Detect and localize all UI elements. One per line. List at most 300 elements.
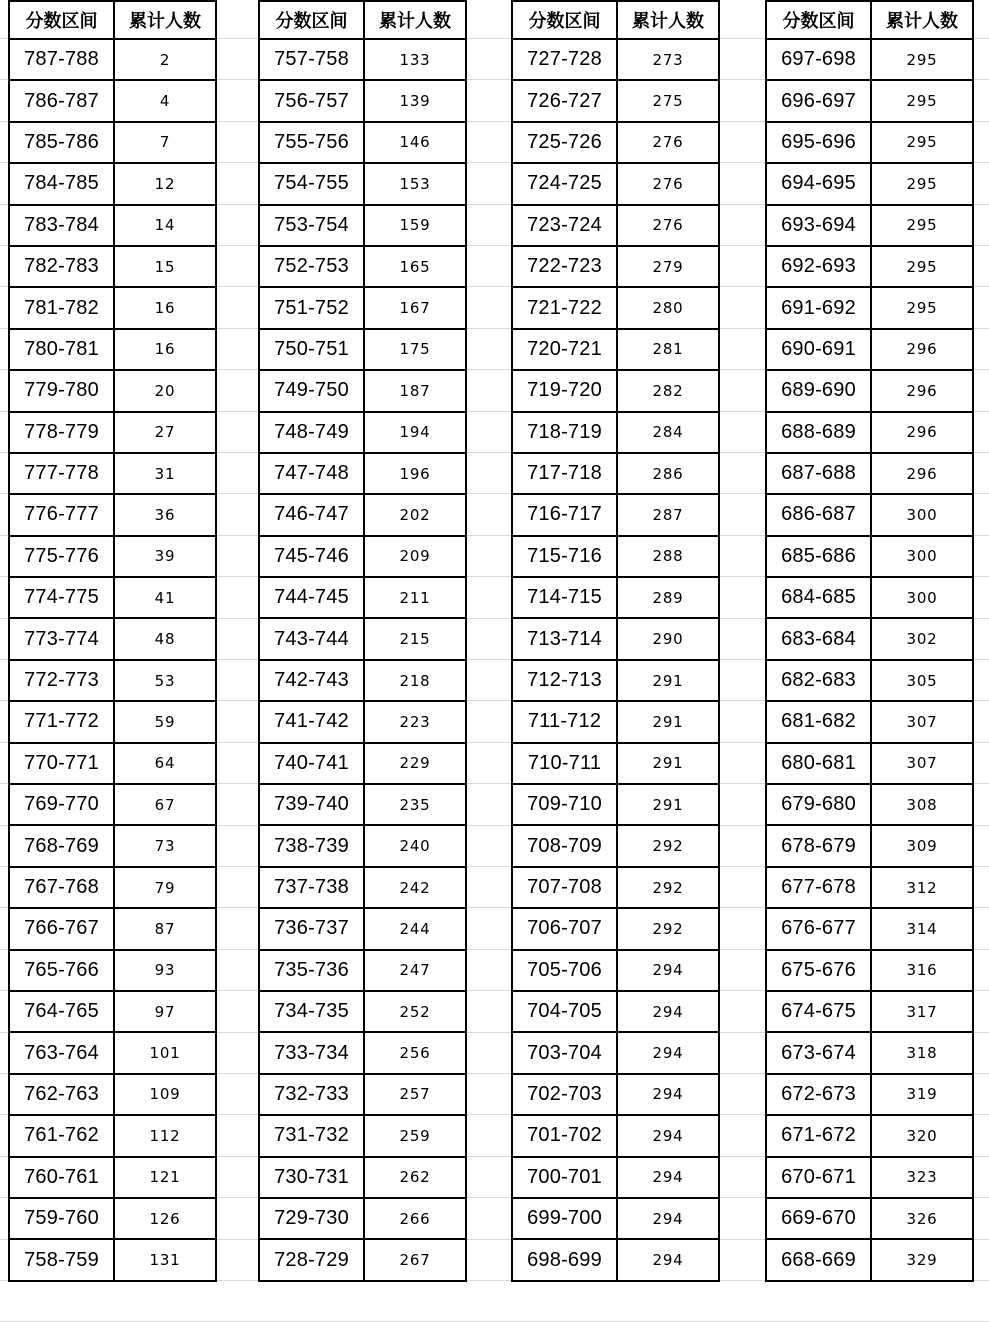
cumulative-count-cell: 284 — [617, 412, 719, 453]
table-row — [9, 660, 216, 701]
table-row — [512, 867, 719, 908]
score-range-cell: 776-777 — [9, 494, 114, 535]
table-row — [512, 991, 719, 1032]
table-row — [9, 494, 216, 535]
cumulative-count-cell: 312 — [871, 867, 973, 908]
table-row — [259, 991, 466, 1032]
score-range-cell: 702-703 — [512, 1074, 617, 1115]
cumulative-count-cell: 12 — [114, 163, 216, 204]
cumulative-count-cell: 294 — [617, 991, 719, 1032]
cumulative-count-cell: 281 — [617, 329, 719, 370]
score-range-cell: 713-714 — [512, 618, 617, 659]
score-range-cell: 733-734 — [259, 1032, 364, 1073]
table-row — [259, 39, 466, 80]
cumulative-count-cell: 133 — [364, 39, 466, 80]
score-range-cell: 735-736 — [259, 950, 364, 991]
cumulative-count-cell: 275 — [617, 80, 719, 121]
cumulative-count-cell: 294 — [617, 950, 719, 991]
cumulative-count-cell: 296 — [871, 453, 973, 494]
score-range-cell: 741-742 — [259, 701, 364, 742]
table-row — [512, 494, 719, 535]
score-range-cell: 711-712 — [512, 701, 617, 742]
table-row — [766, 1157, 973, 1198]
table-row — [766, 660, 973, 701]
cumulative-count-cell: 282 — [617, 370, 719, 411]
table-row — [766, 784, 973, 825]
cumulative-count-cell: 288 — [617, 536, 719, 577]
score-table — [258, 0, 467, 1282]
table-row — [9, 867, 216, 908]
table-row — [766, 1074, 973, 1115]
cumulative-count-cell: 326 — [871, 1198, 973, 1239]
score-range-cell: 771-772 — [9, 701, 114, 742]
cumulative-count-cell: 256 — [364, 1032, 466, 1073]
score-range-cell: 679-680 — [766, 784, 871, 825]
score-range-cell: 700-701 — [512, 1157, 617, 1198]
score-range-cell: 763-764 — [9, 1032, 114, 1073]
table-row — [259, 494, 466, 535]
score-range-cell: 677-678 — [766, 867, 871, 908]
table-row — [259, 246, 466, 287]
score-range-cell: 744-745 — [259, 577, 364, 618]
score-range-cell: 721-722 — [512, 287, 617, 328]
table-row — [259, 743, 466, 784]
score-range-cell: 749-750 — [259, 370, 364, 411]
cumulative-count-cell: 39 — [114, 536, 216, 577]
header-row — [512, 1, 719, 39]
cumulative-count-cell: 296 — [871, 370, 973, 411]
score-range-cell: 683-684 — [766, 618, 871, 659]
cumulative-count-cell: 235 — [364, 784, 466, 825]
cumulative-count-cell: 97 — [114, 991, 216, 1032]
table-row — [512, 660, 719, 701]
table-row — [259, 660, 466, 701]
score-range-cell: 687-688 — [766, 453, 871, 494]
table-row — [259, 577, 466, 618]
cumulative-count-cell: 300 — [871, 494, 973, 535]
score-range-cell: 707-708 — [512, 867, 617, 908]
cumulative-count-cell: 291 — [617, 701, 719, 742]
cumulative-count-cell: 317 — [871, 991, 973, 1032]
cumulative-count-cell: 279 — [617, 246, 719, 287]
score-range-cell: 676-677 — [766, 908, 871, 949]
score-range-cell: 690-691 — [766, 329, 871, 370]
cumulative-count-cell: 2 — [114, 39, 216, 80]
table-row — [259, 163, 466, 204]
score-range-cell: 699-700 — [512, 1198, 617, 1239]
score-block-3 — [511, 0, 718, 1278]
score-range-cell: 781-782 — [9, 287, 114, 328]
table-row — [9, 80, 216, 121]
score-range-cell: 680-681 — [766, 743, 871, 784]
cumulative-count-cell: 318 — [871, 1032, 973, 1073]
cumulative-count-cell: 93 — [114, 950, 216, 991]
score-range-cell: 670-671 — [766, 1157, 871, 1198]
score-range-cell: 732-733 — [259, 1074, 364, 1115]
table-row — [766, 950, 973, 991]
table-row — [259, 287, 466, 328]
cumulative-count-cell: 7 — [114, 122, 216, 163]
score-range-cell: 754-755 — [259, 163, 364, 204]
table-row — [9, 122, 216, 163]
score-range-cell: 774-775 — [9, 577, 114, 618]
cumulative-count-cell: 294 — [617, 1032, 719, 1073]
table-row — [259, 370, 466, 411]
score-range-cell: 748-749 — [259, 412, 364, 453]
cumulative-count-cell: 202 — [364, 494, 466, 535]
cumulative-count-cell: 252 — [364, 991, 466, 1032]
score-range-cell: 686-687 — [766, 494, 871, 535]
cumulative-count-cell: 165 — [364, 246, 466, 287]
score-range-cell: 731-732 — [259, 1115, 364, 1156]
cumulative-count-cell: 307 — [871, 743, 973, 784]
cumulative-count-cell: 240 — [364, 825, 466, 866]
score-range-cell: 678-679 — [766, 825, 871, 866]
table-row — [9, 743, 216, 784]
score-range-cell: 698-699 — [512, 1239, 617, 1280]
score-range-cell: 729-730 — [259, 1198, 364, 1239]
cumulative-count-cell: 4 — [114, 80, 216, 121]
table-row — [766, 122, 973, 163]
cumulative-count-cell: 286 — [617, 453, 719, 494]
table-row — [512, 1198, 719, 1239]
cumulative-count-cell: 295 — [871, 39, 973, 80]
score-range-cell: 720-721 — [512, 329, 617, 370]
cumulative-count-cell: 146 — [364, 122, 466, 163]
cumulative-count-cell: 266 — [364, 1198, 466, 1239]
table-row — [512, 287, 719, 328]
header-range: 分数区间 — [766, 1, 871, 39]
cumulative-count-cell: 59 — [114, 701, 216, 742]
score-range-cell: 762-763 — [9, 1074, 114, 1115]
table-row — [259, 122, 466, 163]
score-range-cell: 745-746 — [259, 536, 364, 577]
score-range-cell: 723-724 — [512, 205, 617, 246]
score-range-cell: 668-669 — [766, 1239, 871, 1280]
score-range-cell: 694-695 — [766, 163, 871, 204]
cumulative-count-cell: 229 — [364, 743, 466, 784]
table-row — [259, 701, 466, 742]
table-row — [766, 991, 973, 1032]
score-range-cell: 669-670 — [766, 1198, 871, 1239]
cumulative-count-cell: 187 — [364, 370, 466, 411]
header-count: 累计人数 — [364, 1, 466, 39]
table-row — [9, 1198, 216, 1239]
header-range: 分数区间 — [9, 1, 114, 39]
score-range-cell: 691-692 — [766, 287, 871, 328]
score-range-cell: 777-778 — [9, 453, 114, 494]
score-block-1 — [8, 0, 215, 1278]
table-row — [9, 618, 216, 659]
table-row — [259, 867, 466, 908]
score-range-cell: 685-686 — [766, 536, 871, 577]
table-row — [9, 1239, 216, 1280]
table-row — [766, 39, 973, 80]
cumulative-count-cell: 308 — [871, 784, 973, 825]
score-range-cell: 755-756 — [259, 122, 364, 163]
header-count: 累计人数 — [114, 1, 216, 39]
score-range-cell: 696-697 — [766, 80, 871, 121]
score-range-cell: 706-707 — [512, 908, 617, 949]
table-row — [512, 1239, 719, 1280]
cumulative-count-cell: 294 — [617, 1239, 719, 1280]
score-range-cell: 724-725 — [512, 163, 617, 204]
score-range-cell: 730-731 — [259, 1157, 364, 1198]
score-range-cell: 779-780 — [9, 370, 114, 411]
score-range-cell: 746-747 — [259, 494, 364, 535]
table-row — [9, 329, 216, 370]
score-range-cell: 784-785 — [9, 163, 114, 204]
cumulative-count-cell: 223 — [364, 701, 466, 742]
score-range-cell: 747-748 — [259, 453, 364, 494]
table-row — [259, 1157, 466, 1198]
table-row — [512, 908, 719, 949]
score-range-cell: 757-758 — [259, 39, 364, 80]
score-range-cell: 689-690 — [766, 370, 871, 411]
table-row — [9, 287, 216, 328]
cumulative-count-cell: 292 — [617, 908, 719, 949]
score-range-cell: 772-773 — [9, 660, 114, 701]
table-row — [9, 1032, 216, 1073]
cumulative-count-cell: 131 — [114, 1239, 216, 1280]
cumulative-count-cell: 295 — [871, 122, 973, 163]
header-row — [259, 1, 466, 39]
table-row — [9, 39, 216, 80]
cumulative-count-cell: 16 — [114, 287, 216, 328]
score-range-cell: 768-769 — [9, 825, 114, 866]
score-range-cell: 765-766 — [9, 950, 114, 991]
cumulative-count-cell: 242 — [364, 867, 466, 908]
cumulative-count-cell: 218 — [364, 660, 466, 701]
cumulative-count-cell: 209 — [364, 536, 466, 577]
cumulative-count-cell: 291 — [617, 743, 719, 784]
score-range-cell: 695-696 — [766, 122, 871, 163]
cumulative-count-cell: 109 — [114, 1074, 216, 1115]
table-row — [512, 39, 719, 80]
cumulative-count-cell: 291 — [617, 660, 719, 701]
table-row — [259, 80, 466, 121]
score-range-cell: 761-762 — [9, 1115, 114, 1156]
table-row — [259, 618, 466, 659]
table-row — [512, 577, 719, 618]
cumulative-count-cell: 291 — [617, 784, 719, 825]
table-row — [9, 825, 216, 866]
table-row — [9, 370, 216, 411]
score-range-cell: 752-753 — [259, 246, 364, 287]
score-range-cell: 773-774 — [9, 618, 114, 659]
cumulative-count-cell: 247 — [364, 950, 466, 991]
table-row — [512, 246, 719, 287]
score-range-cell: 785-786 — [9, 122, 114, 163]
table-row — [9, 784, 216, 825]
table-row — [512, 412, 719, 453]
cumulative-count-cell: 276 — [617, 205, 719, 246]
score-range-cell: 681-682 — [766, 701, 871, 742]
table-row — [766, 329, 973, 370]
cumulative-count-cell: 53 — [114, 660, 216, 701]
table-row — [259, 1239, 466, 1280]
table-row — [259, 453, 466, 494]
cumulative-count-cell: 64 — [114, 743, 216, 784]
score-range-cell: 734-735 — [259, 991, 364, 1032]
cumulative-count-cell: 294 — [617, 1157, 719, 1198]
cumulative-count-cell: 73 — [114, 825, 216, 866]
score-range-cell: 743-744 — [259, 618, 364, 659]
score-range-cell: 692-693 — [766, 246, 871, 287]
score-range-cell: 718-719 — [512, 412, 617, 453]
cumulative-count-cell: 289 — [617, 577, 719, 618]
score-range-cell: 712-713 — [512, 660, 617, 701]
cumulative-count-cell: 167 — [364, 287, 466, 328]
table-row — [512, 1032, 719, 1073]
score-range-cell: 756-757 — [259, 80, 364, 121]
table-row — [512, 1115, 719, 1156]
score-range-cell: 736-737 — [259, 908, 364, 949]
score-range-cell: 710-711 — [512, 743, 617, 784]
score-range-cell: 671-672 — [766, 1115, 871, 1156]
cumulative-count-cell: 153 — [364, 163, 466, 204]
cumulative-count-cell: 307 — [871, 701, 973, 742]
score-range-cell: 684-685 — [766, 577, 871, 618]
cumulative-count-cell: 257 — [364, 1074, 466, 1115]
score-range-cell: 672-673 — [766, 1074, 871, 1115]
cumulative-count-cell: 20 — [114, 370, 216, 411]
table-row — [259, 1074, 466, 1115]
cumulative-count-cell: 276 — [617, 122, 719, 163]
score-range-cell: 717-718 — [512, 453, 617, 494]
score-range-cell: 703-704 — [512, 1032, 617, 1073]
score-range-cell: 697-698 — [766, 39, 871, 80]
table-row — [259, 1198, 466, 1239]
cumulative-count-cell: 262 — [364, 1157, 466, 1198]
table-row — [512, 80, 719, 121]
table-row — [766, 1115, 973, 1156]
table-row — [9, 205, 216, 246]
score-table — [765, 0, 974, 1282]
table-row — [259, 908, 466, 949]
score-range-cell: 770-771 — [9, 743, 114, 784]
score-range-cell: 708-709 — [512, 825, 617, 866]
table-row — [766, 287, 973, 328]
score-range-cell: 705-706 — [512, 950, 617, 991]
cumulative-count-cell: 267 — [364, 1239, 466, 1280]
score-range-cell: 725-726 — [512, 122, 617, 163]
score-range-cell: 688-689 — [766, 412, 871, 453]
score-range-cell: 753-754 — [259, 205, 364, 246]
score-table — [511, 0, 720, 1282]
cumulative-count-cell: 79 — [114, 867, 216, 908]
score-range-cell: 675-676 — [766, 950, 871, 991]
score-range-cell: 738-739 — [259, 825, 364, 866]
header-row — [766, 1, 973, 39]
score-range-cell: 758-759 — [9, 1239, 114, 1280]
table-row — [766, 825, 973, 866]
table-row — [9, 1074, 216, 1115]
table-row — [766, 205, 973, 246]
table-row — [259, 950, 466, 991]
table-row — [766, 494, 973, 535]
table-row — [766, 908, 973, 949]
cumulative-count-cell: 112 — [114, 1115, 216, 1156]
table-row — [512, 1157, 719, 1198]
cumulative-count-cell: 48 — [114, 618, 216, 659]
cumulative-count-cell: 36 — [114, 494, 216, 535]
cumulative-count-cell: 211 — [364, 577, 466, 618]
table-row — [512, 536, 719, 577]
score-range-cell: 759-760 — [9, 1198, 114, 1239]
cumulative-count-cell: 139 — [364, 80, 466, 121]
cumulative-count-cell: 15 — [114, 246, 216, 287]
table-row — [766, 246, 973, 287]
score-range-cell: 767-768 — [9, 867, 114, 908]
cumulative-count-cell: 296 — [871, 412, 973, 453]
score-range-cell: 760-761 — [9, 1157, 114, 1198]
score-block-4 — [765, 0, 972, 1278]
cumulative-count-cell: 126 — [114, 1198, 216, 1239]
score-range-cell: 783-784 — [9, 205, 114, 246]
table-row — [9, 163, 216, 204]
table-row — [512, 205, 719, 246]
table-row — [9, 991, 216, 1032]
cumulative-count-cell: 292 — [617, 867, 719, 908]
cumulative-count-cell: 295 — [871, 287, 973, 328]
score-table — [8, 0, 217, 1282]
cumulative-count-cell: 290 — [617, 618, 719, 659]
cumulative-count-cell: 295 — [871, 246, 973, 287]
cumulative-count-cell: 276 — [617, 163, 719, 204]
table-row — [9, 246, 216, 287]
cumulative-count-cell: 316 — [871, 950, 973, 991]
table-row — [512, 743, 719, 784]
cumulative-count-cell: 14 — [114, 205, 216, 246]
table-row — [766, 80, 973, 121]
header-range: 分数区间 — [259, 1, 364, 39]
cumulative-count-cell: 295 — [871, 80, 973, 121]
header-range: 分数区间 — [512, 1, 617, 39]
cumulative-count-cell: 215 — [364, 618, 466, 659]
cumulative-count-cell: 320 — [871, 1115, 973, 1156]
table-row — [766, 1198, 973, 1239]
cumulative-count-cell: 300 — [871, 536, 973, 577]
table-row — [512, 370, 719, 411]
table-row — [766, 370, 973, 411]
table-row — [9, 908, 216, 949]
table-row — [512, 784, 719, 825]
score-range-cell: 704-705 — [512, 991, 617, 1032]
header-count: 累计人数 — [617, 1, 719, 39]
score-range-cell: 715-716 — [512, 536, 617, 577]
score-range-cell: 682-683 — [766, 660, 871, 701]
table-row — [512, 825, 719, 866]
score-range-cell: 764-765 — [9, 991, 114, 1032]
cumulative-count-cell: 101 — [114, 1032, 216, 1073]
table-row — [9, 577, 216, 618]
score-range-cell: 775-776 — [9, 536, 114, 577]
score-range-cell: 727-728 — [512, 39, 617, 80]
cumulative-count-cell: 302 — [871, 618, 973, 659]
table-row — [9, 1157, 216, 1198]
cumulative-count-cell: 175 — [364, 329, 466, 370]
cumulative-count-cell: 27 — [114, 412, 216, 453]
score-range-cell: 742-743 — [259, 660, 364, 701]
cumulative-count-cell: 295 — [871, 163, 973, 204]
table-row — [259, 205, 466, 246]
table-row — [512, 701, 719, 742]
score-range-cell: 722-723 — [512, 246, 617, 287]
cumulative-count-cell: 259 — [364, 1115, 466, 1156]
score-range-cell: 674-675 — [766, 991, 871, 1032]
table-row — [259, 536, 466, 577]
